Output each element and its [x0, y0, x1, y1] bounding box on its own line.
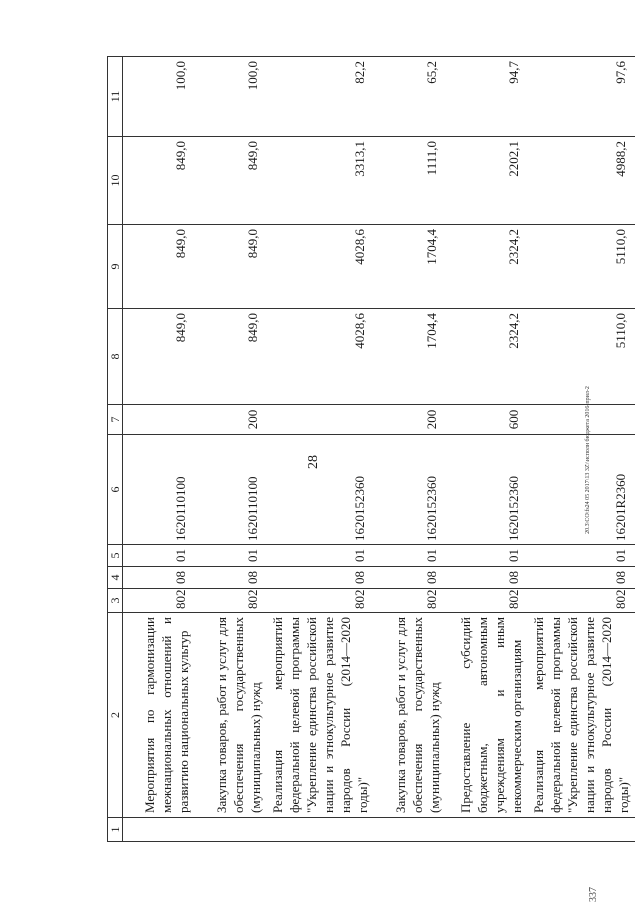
footer-text: 20.3\CO\fs24 05 2017\13 3Z\\исполн бюджета 2016-прил-2: [585, 386, 591, 534]
value-col11: 94,7: [446, 57, 528, 137]
table-row: [123, 57, 196, 842]
code-expense-type: 200: [195, 405, 267, 435]
code-section: 08: [374, 567, 446, 589]
code-section: 08: [528, 567, 635, 589]
code-section: 08: [195, 567, 267, 589]
table-row: [528, 57, 635, 842]
row-name: Реализация мероприятий федеральной целевой программы "Укрепление единства российской нации и этнокультурное развитие народов России (2014—2020 годы)": [267, 613, 374, 818]
code-target: 1620110100: [123, 435, 196, 545]
value-col11: 65,2: [374, 57, 446, 137]
value-col9: 4028,6: [267, 225, 374, 309]
row-number-cell: [446, 818, 528, 842]
column-header: 11: [108, 57, 123, 137]
code-subsection: 01: [528, 545, 635, 567]
code-gr: 802: [374, 589, 446, 613]
value-col9: 5110,0: [528, 225, 635, 309]
column-header: 6: [108, 435, 123, 545]
column-header: 2: [108, 613, 123, 818]
value-col9: 849,0: [123, 225, 196, 309]
code-subsection: 01: [374, 545, 446, 567]
table-row: [267, 57, 374, 842]
value-col9: 2324,2: [446, 225, 528, 309]
code-expense-type: [528, 405, 635, 435]
row-number-cell: [374, 818, 446, 842]
row-name: Мероприятия по гармонизации межнациональных отношений и развитию национальных культур: [123, 613, 196, 818]
value-col11: 82,2: [267, 57, 374, 137]
code-subsection: 01: [123, 545, 196, 567]
value-col10: 3313,1: [267, 137, 374, 225]
column-header: 7: [108, 405, 123, 435]
column-header: 9: [108, 225, 123, 309]
column-header: 10: [108, 137, 123, 225]
code-target: 1620152360: [374, 435, 446, 545]
code-expense-type: 200: [374, 405, 446, 435]
value-col8: 1704,4: [374, 309, 446, 405]
code-target: 1620110100: [195, 435, 267, 545]
value-col10: 2202,1: [446, 137, 528, 225]
value-col8: 849,0: [123, 309, 196, 405]
budget-table: [107, 56, 635, 842]
row-name: Предоставление субсидий бюджетным, автономным учреждениям и иным некоммерческим организациям: [446, 613, 528, 818]
value-col10: 849,0: [123, 137, 196, 225]
value-col11: 100,0: [195, 57, 267, 137]
value-col8: 2324,2: [446, 309, 528, 405]
code-gr: 802: [528, 589, 635, 613]
value-col10: 849,0: [195, 137, 267, 225]
row-name: Закупка товаров, работ и услуг для обеспечения государственных (муниципальных) нужд: [374, 613, 446, 818]
column-header: 8: [108, 309, 123, 405]
value-col11: 97,6: [528, 57, 635, 137]
code-subsection: 01: [195, 545, 267, 567]
value-col9: 1704,4: [374, 225, 446, 309]
code-target: 1620152360: [267, 435, 374, 545]
code-gr: 802: [267, 589, 374, 613]
value-col10: 4988,2: [528, 137, 635, 225]
code-section: 08: [123, 567, 196, 589]
row-number-cell: [123, 818, 196, 842]
row-name: Закупка товаров, работ и услуг для обеспечения государственных (муниципальных) нужд: [195, 613, 267, 818]
row-name: Реализация мероприятий федеральной целевой программы "Укрепление единства российской нации и этнокультурное развитие народов России (2014—2020 годы)": [528, 613, 635, 818]
page-number: 28: [306, 455, 321, 469]
code-target: 1620152360: [446, 435, 528, 545]
column-header: 5: [108, 545, 123, 567]
row-number-cell: [528, 818, 635, 842]
value-col9: 849,0: [195, 225, 267, 309]
code-gr: 802: [446, 589, 528, 613]
corner-mark: 337: [588, 887, 599, 902]
code-subsection: 01: [446, 545, 528, 567]
code-expense-type: [267, 405, 374, 435]
column-header: 1: [108, 818, 123, 842]
code-expense-type: 600: [446, 405, 528, 435]
value-col8: 849,0: [195, 309, 267, 405]
code-subsection: 01: [267, 545, 374, 567]
code-target: 16201R2360: [528, 435, 635, 545]
column-number-header: [108, 57, 123, 842]
value-col10: 1111,0: [374, 137, 446, 225]
code-section: 08: [446, 567, 528, 589]
table-row: [446, 57, 528, 842]
code-gr: 802: [195, 589, 267, 613]
code-expense-type: [123, 405, 196, 435]
column-header: 4: [108, 567, 123, 589]
table-row: [195, 57, 267, 842]
value-col8: 4028,6: [267, 309, 374, 405]
table-row: [374, 57, 446, 842]
row-number-cell: [195, 818, 267, 842]
row-number-cell: [267, 818, 374, 842]
column-header: 3: [108, 589, 123, 613]
code-section: 08: [267, 567, 374, 589]
value-col8: 5110,0: [528, 309, 635, 405]
code-gr: 802: [123, 589, 196, 613]
value-col11: 100,0: [123, 57, 196, 137]
